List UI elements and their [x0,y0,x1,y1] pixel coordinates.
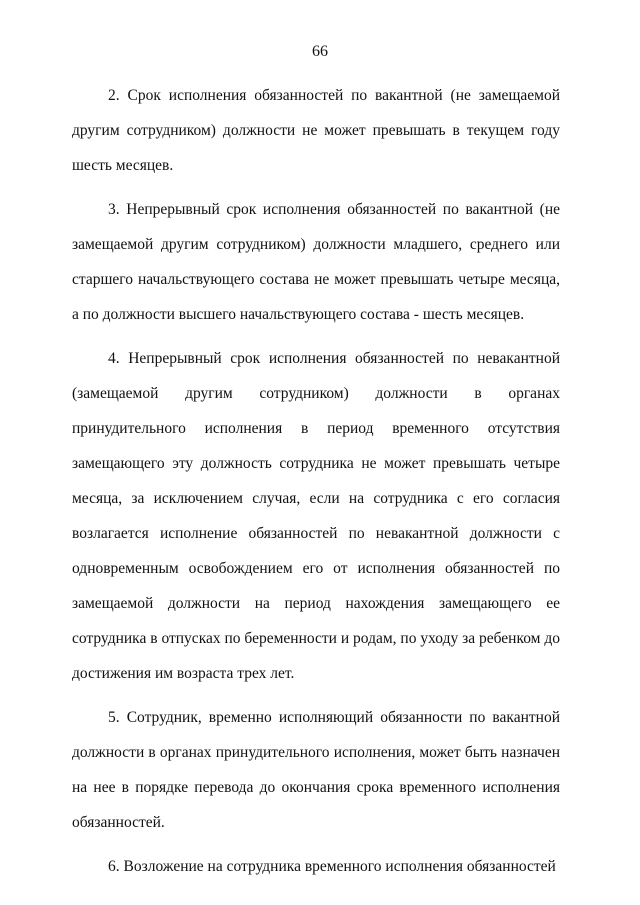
document-body [72,78,560,893]
paragraph-5: 5. Сотрудник, временно исполняющий обязанности по вакантной должности в органах принудительного исполнения, может быть назначен на нее в порядке перевода до окончания срока временного исполнения обязанностей. [72,709,560,831]
paragraph-4: 4. Непрерывный срок исполнения обязанностей по невакантной (замещаемой другим сотрудником) должности в органах принудительного исполнения в период временного отсутствия замещающего эту должность сотрудника не может превышать четыре месяца, за исключением случая, если на сотрудника с его согласия возлагается исполнение обязанностей по невакантной должности с одновременным освобождением его от исполнения обязанностей по замещаемой должности на период нахождения замещающего ее сотрудника в отпусках по беременности и родам, по уходу за ребенком до достижения им возраста трех лет. [72,350,560,682]
page-number: 66 [312,43,328,60]
paragraph-2: 2. Срок исполнения обязанностей по вакантной (не замещаемой другим сотрудником) должности не может превышать в текущем году шесть месяцев. [72,87,560,174]
paragraph-3: 3. Непрерывный срок исполнения обязанностей по вакантной (не замещаемой другим сотрудником) должности младшего, среднего или старшего начальствующего состава не может превышать четыре месяца, а по должности высшего начальствующего состава - шесть месяцев. [72,201,560,323]
paragraph-6: 6. Возложение на сотрудника временного исполнения обязанностей [108,858,556,875]
